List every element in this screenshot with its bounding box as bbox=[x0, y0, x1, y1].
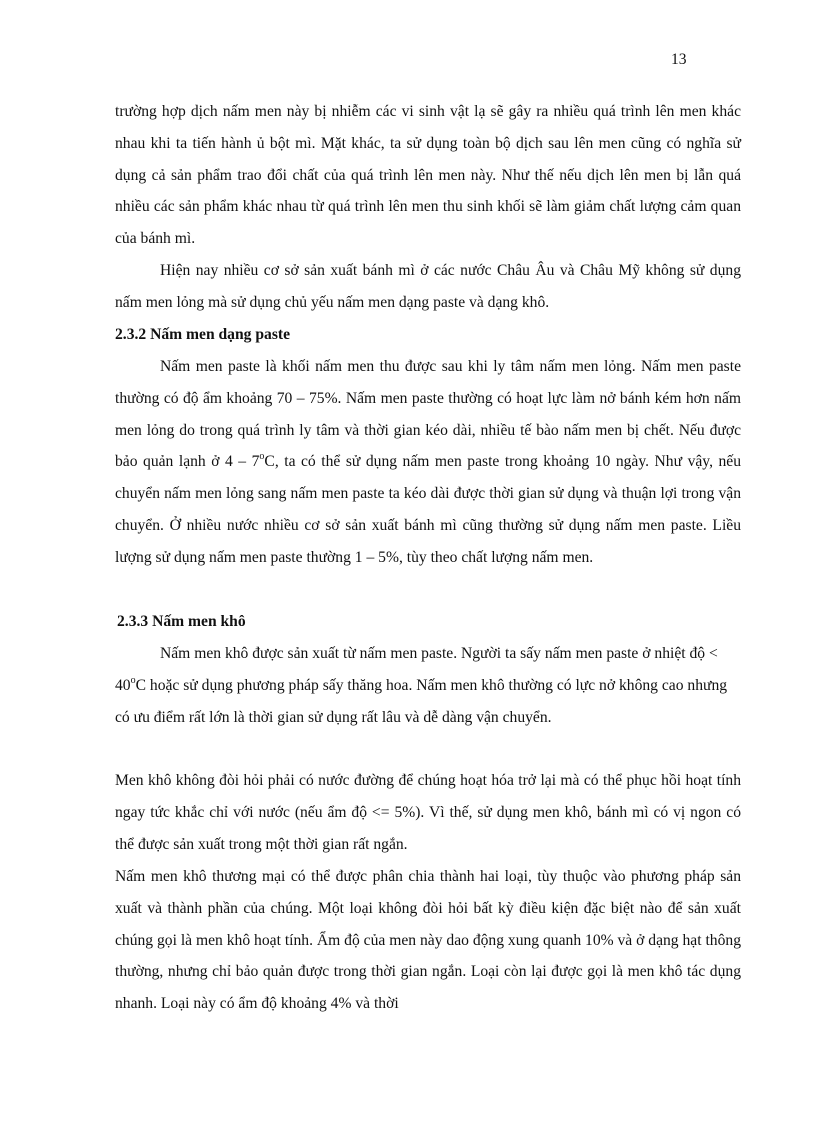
degree-superscript: o bbox=[130, 674, 136, 686]
paragraph-dry-yeast-activation bbox=[115, 765, 741, 860]
paragraph-dry-yeast-types bbox=[115, 861, 741, 1020]
text-run: C hoặc sử dụng phương pháp sấy thăng hoa. Nấm men khô thường có lực nở không cao nhưng có ưu điểm rất lớn là thời gian sử dụng rất lâu và dễ dàng vận chuyển. bbox=[115, 676, 728, 726]
paragraph-text: Men khô không đòi hỏi phải có nước đường để chúng hoạt hóa trở lại mà có thể phục hồi hoạt tính ngay tức khắc chỉ với nước (nếu ẩm độ <= 5%). Vì thế, sử dụng men khô, bánh mì có vị ngon có thể được sản xuất trong một thời gian rất ngắn. bbox=[115, 772, 741, 853]
paragraph-continuation bbox=[115, 96, 741, 255]
paragraph-text bbox=[115, 638, 741, 733]
text-run: C, ta có thể sử dụng nấm men paste trong khoảng 10 ngày. Như vậy, nếu chuyển nấm men lỏng sang nấm men paste ta kéo dài được thời gian sử dụng và thuận lợi trong vận chuyển. Ở nhiều nước nhiều cơ sở sản xuất bánh mì cũng thường sử dụng nấm men paste. Liều lượng sử dụng nấm men paste thường 1 – 5%, tùy theo chất lượng nấm men. bbox=[115, 453, 741, 566]
text-run: Nấm men khô được sản xuất từ nấm men paste. Người ta sấy nấm men paste ở nhiệt độ < 40 bbox=[115, 645, 718, 694]
paragraph-text: trường hợp dịch nấm men này bị nhiễm các vi sinh vật lạ sẽ gây ra nhiều quá trình lên men khác nhau khi ta tiến hành ủ bột mì. Mặt khác, ta sử dụng toàn bộ dịch sau lên men cũng có nghĩa sử dụng cả sản phẩm trao đổi chất của quá trình lên men này. Như thế nếu dịch lên men bị lẫn quá nhiều các sản phẩm khác nhau từ quá trình lên men thu sinh khối sẽ làm giảm chất lượng cảm quan của bánh mì. bbox=[115, 103, 741, 248]
paragraph-text: Nấm men khô thương mại có thể được phân chia thành hai loại, tùy thuộc vào phương pháp sản xuất và thành phần của chúng. Một loại không đòi hỏi bất kỳ điều kiện đặc biệt nào để sản xuất chúng gọi là men khô hoạt tính. Ẩm độ của men này dao động xung quanh 10% và ở dạng hạt thông thường, nhưng chỉ bảo quản được trong thời gian ngắn. Loại còn lại được gọi là men khô tác dụng nhanh. Loại này có ẩm độ khoảng 4% và thời bbox=[115, 868, 741, 1013]
degree-superscript: o bbox=[259, 451, 265, 463]
section-heading-2-3-3: 2.3.3 Nấm men khô bbox=[117, 613, 246, 630]
paragraph-text bbox=[115, 351, 741, 574]
text-run: Nấm men paste là khối nấm men thu được sau khi ly tâm nấm men lỏng. Nấm men paste thường có độ ẩm khoảng 70 – 75%. Nấm men paste thường có hoạt lực làm nở bánh kém hơn nấm men lỏng do trong quá trình ly tâm và thời gian kéo dài, nhiều tế bào nấm men bị chết. Nếu được bảo quản lạnh ở 4 – 7 bbox=[115, 358, 741, 471]
paragraph-dry-yeast bbox=[115, 638, 741, 733]
section-heading-2-3-2: 2.3.2 Nấm men dạng paste bbox=[115, 326, 291, 343]
paragraph-current-usage bbox=[115, 255, 741, 319]
paragraph-paste-yeast bbox=[115, 351, 741, 574]
page-number: 13 bbox=[671, 51, 687, 68]
paragraph-text: Hiện nay nhiều cơ sở sản xuất bánh mì ở các nước Châu Âu và Châu Mỹ không sử dụng nấm men lỏng mà sử dụng chủ yếu nấm men dạng paste và dạng khô. bbox=[115, 262, 741, 311]
